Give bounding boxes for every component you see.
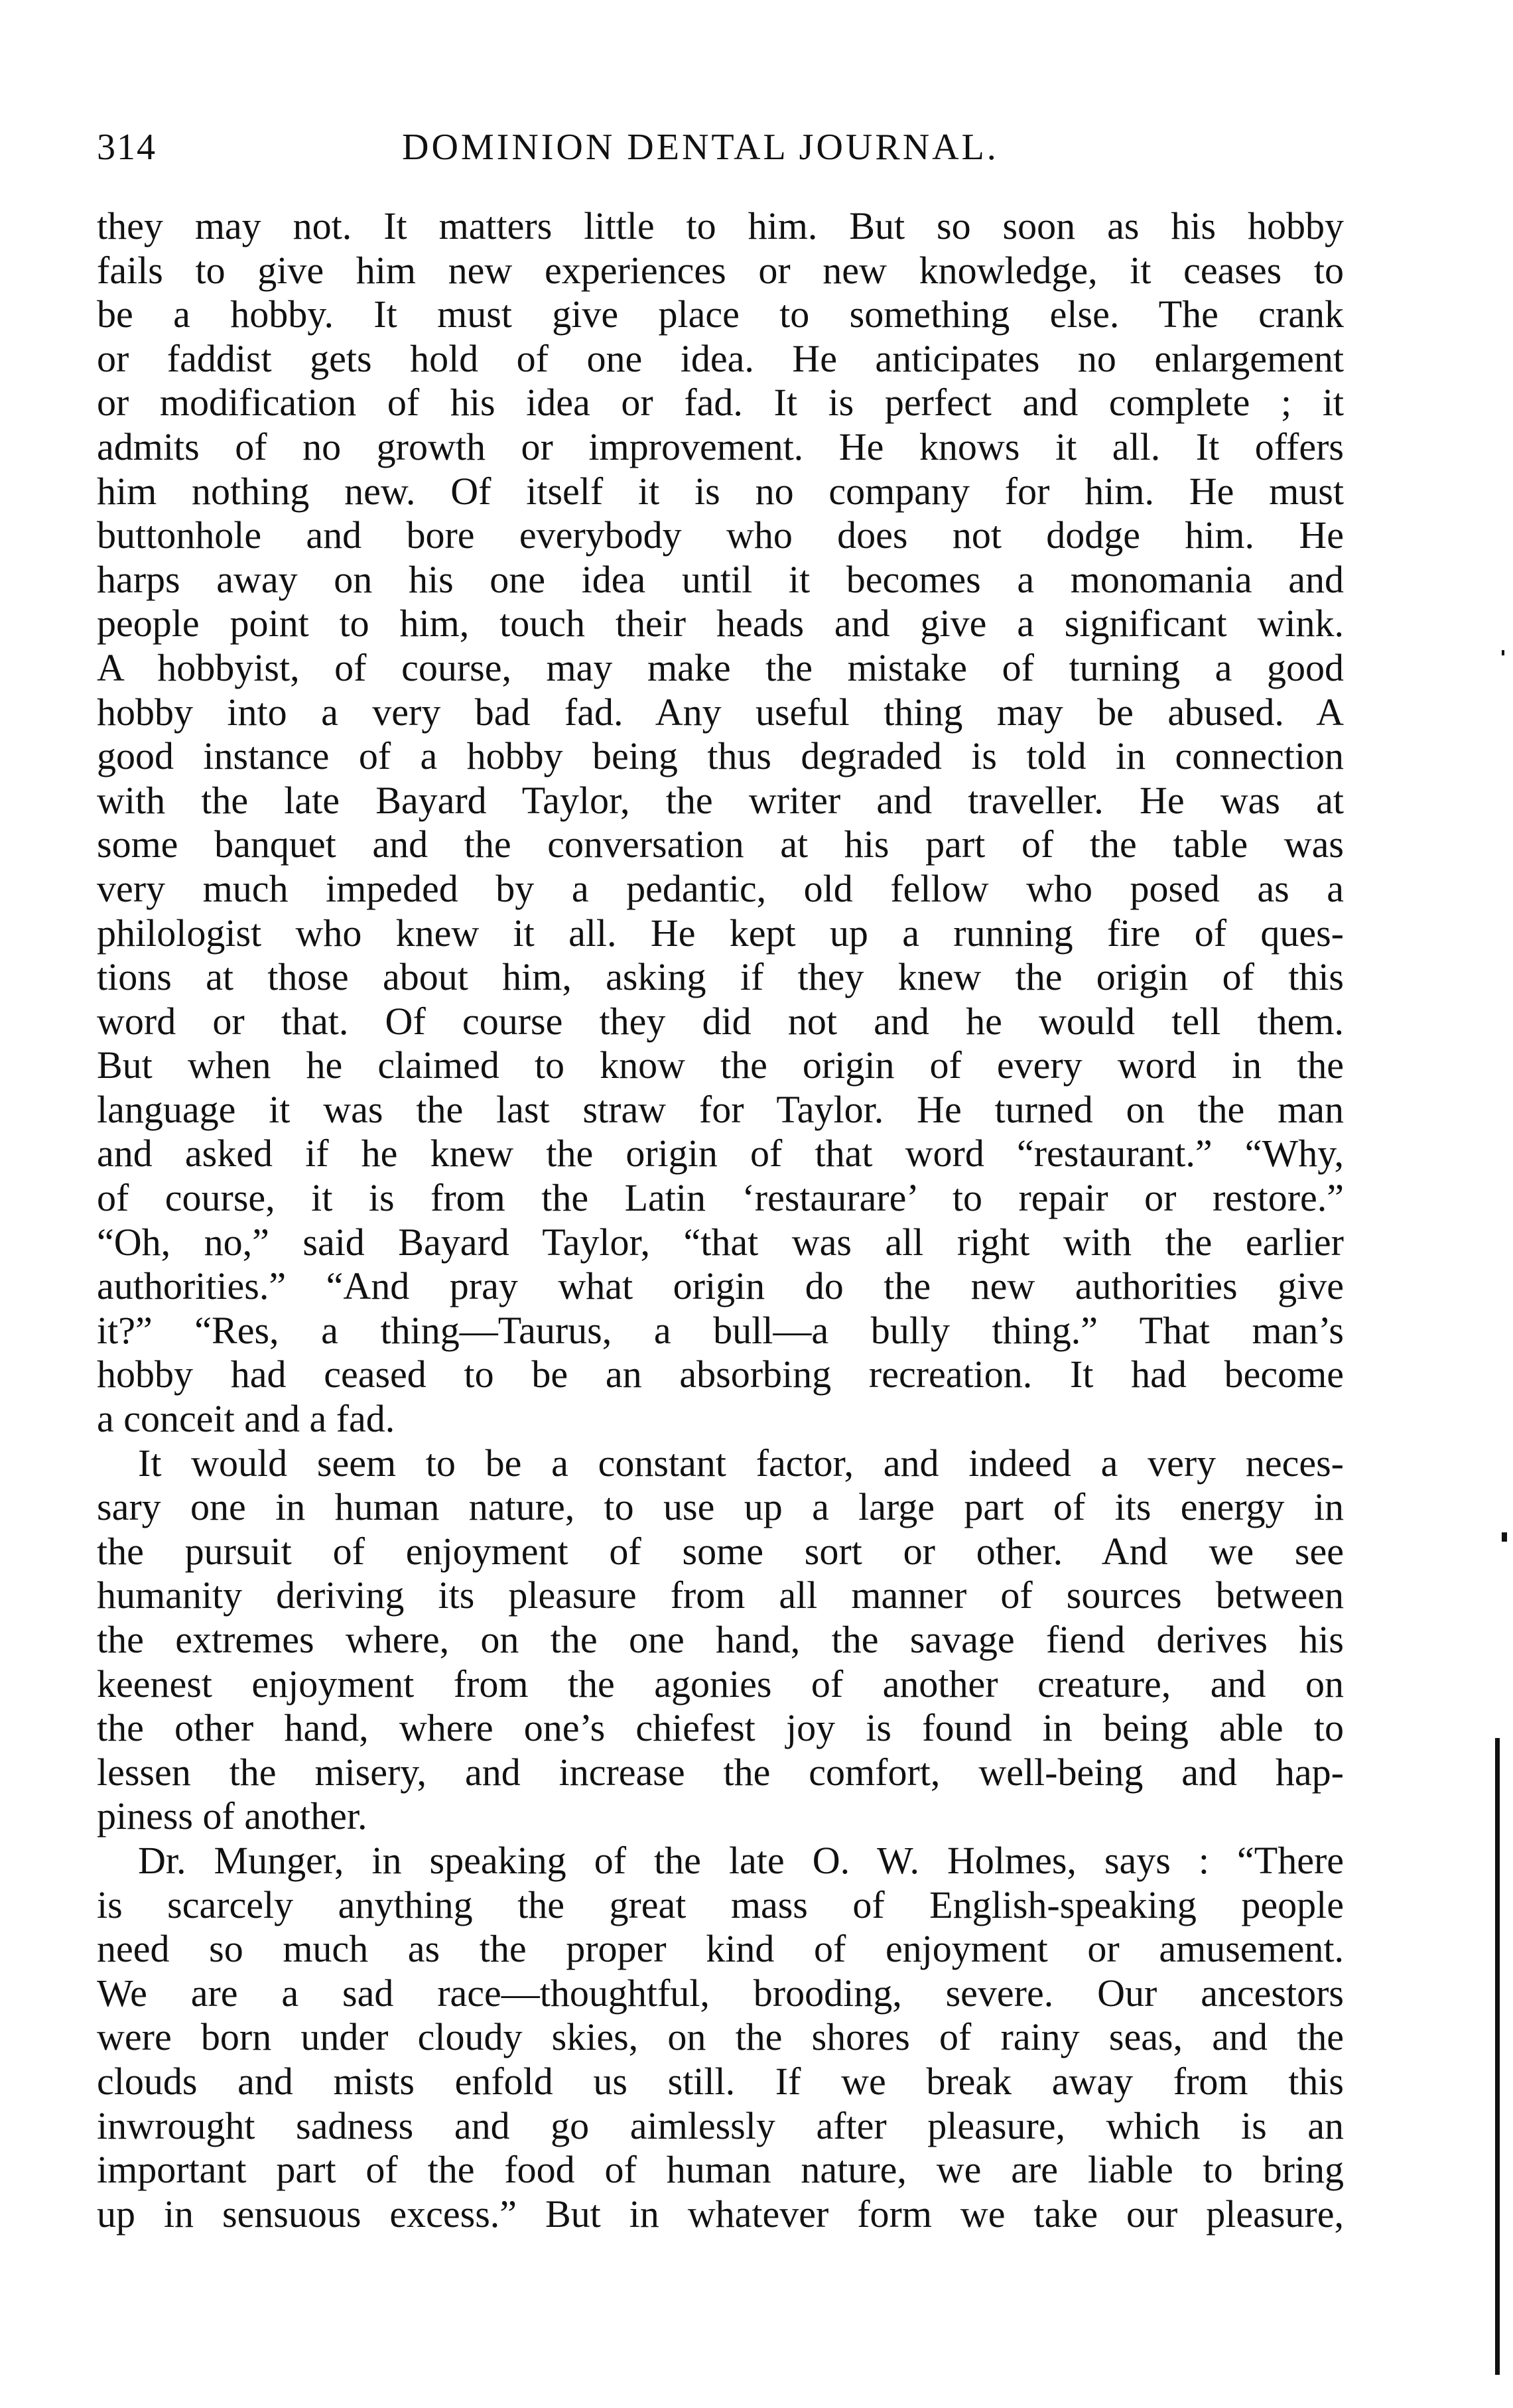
margin-tick-mark [1502, 650, 1504, 655]
text-line: hobby had ceased to be an absorbing recreation. It had become [97, 1353, 1344, 1396]
text-line: good instance of a hobby being thus degraded is told in connection [97, 734, 1344, 778]
article-body [97, 204, 1344, 2236]
text-line: people point to him, touch their heads and give a significant wink. [97, 602, 1344, 645]
text-line: the extremes where, on the one hand, the savage fiend derives his [97, 1618, 1344, 1661]
text-line: admits of no growth or improvement. He knows it all. It offers [97, 425, 1344, 468]
text-line: clouds and mists enfold us still. If we break away from this [97, 2059, 1344, 2103]
text-line: piness of another. [97, 1794, 367, 1838]
text-line: hobby into a very bad fad. Any useful thing may be abused. A [97, 690, 1344, 734]
text-line: lessen the misery, and increase the comfort, well-being and hap- [97, 1750, 1344, 1794]
text-line: keenest enjoyment from the agonies of another creature, and on [97, 1662, 1344, 1706]
text-line: very much impeded by a pedantic, old fellow who posed as a [97, 866, 1344, 910]
text-line: philologist who knew it all. He kept up a running fire of ques- [97, 911, 1344, 955]
page-header [97, 126, 1344, 179]
text-line: a conceit and a fad. [97, 1397, 395, 1441]
text-line: It would seem to be a constant factor, and indeed a very neces- [138, 1441, 1344, 1485]
margin-tick-mark [1502, 1532, 1507, 1542]
text-line: important part of the food of human nature, we are liable to bring [97, 2148, 1344, 2192]
text-line: buttonhole and bore everybody who does not dodge him. He [97, 513, 1344, 557]
text-line: be a hobby. It must give place to something else. The crank [97, 293, 1344, 336]
page-number: 314 [97, 127, 157, 168]
text-line: A hobbyist, of course, may make the mistake of turning a good [97, 645, 1344, 689]
text-line: “Oh, no,” said Bayard Taylor, “that was all right with the earlier [97, 1220, 1344, 1264]
text-line: up in sensuous excess.” But in whatever form we take our pleasure, [97, 2192, 1344, 2236]
text-line: him nothing new. Of itself it is no company for him. He must [97, 469, 1344, 513]
text-line: We are a sad race—thoughtful, brooding, severe. Our ancestors [97, 1971, 1344, 2015]
text-line: humanity deriving its pleasure from all manner of sources between [97, 1573, 1344, 1617]
text-line: is scarcely anything the great mass of English-speaking people [97, 1883, 1344, 1926]
text-line: they may not. It matters little to him. But so soon as his hobby [97, 204, 1344, 247]
text-line: authorities.” “And pray what origin do the new authorities give [97, 1264, 1344, 1308]
text-line: or faddist gets hold of one idea. He anticipates no enlargement [97, 336, 1344, 380]
running-head: DOMINION DENTAL JOURNAL. [402, 127, 999, 168]
text-line: word or that. Of course they did not and he would tell them. [97, 999, 1344, 1043]
text-line: or modification of his idea or fad. It is perfect and complete ; it [97, 381, 1344, 425]
text-line: inwrought sadness and go aimlessly after pleasure, which is an [97, 2104, 1344, 2147]
text-line: sary one in human nature, to use up a large part of its energy in [97, 1485, 1344, 1529]
text-line: some banquet and the conversation at his part of the table was [97, 823, 1344, 866]
text-line: fails to give him new experiences or new knowledge, it ceases to [97, 248, 1344, 292]
text-line: need so much as the proper kind of enjoyment or amusement. [97, 1927, 1344, 1971]
text-line: the other hand, where one’s chiefest joy is found in being able to [97, 1706, 1344, 1750]
text-line: with the late Bayard Taylor, the writer and traveller. He was at [97, 778, 1344, 822]
text-line: Dr. Munger, in speaking of the late O. W. Holmes, says : “There [138, 1838, 1344, 1882]
text-line: tions at those about him, asking if they knew the origin of this [97, 955, 1344, 999]
text-line: and asked if he knew the origin of that word “restaurant.” “Why, [97, 1132, 1344, 1175]
text-line: But when he claimed to know the origin of every word in the [97, 1043, 1344, 1087]
text-line: language it was the last straw for Taylor. He turned on the man [97, 1087, 1344, 1131]
text-line: were born under cloudy skies, on the shores of rainy seas, and the [97, 2015, 1344, 2059]
text-line: the pursuit of enjoyment of some sort or other. And we see [97, 1529, 1344, 1573]
binding-edge-mark [1495, 1738, 1500, 2375]
text-line: of course, it is from the Latin ‘restaurare’ to repair or restore.” [97, 1176, 1344, 1220]
text-line: it?” “Res, a thing—Taurus, a bull—a bully thing.” That man’s [97, 1308, 1344, 1352]
text-line: harps away on his one idea until it becomes a monomania and [97, 557, 1344, 601]
